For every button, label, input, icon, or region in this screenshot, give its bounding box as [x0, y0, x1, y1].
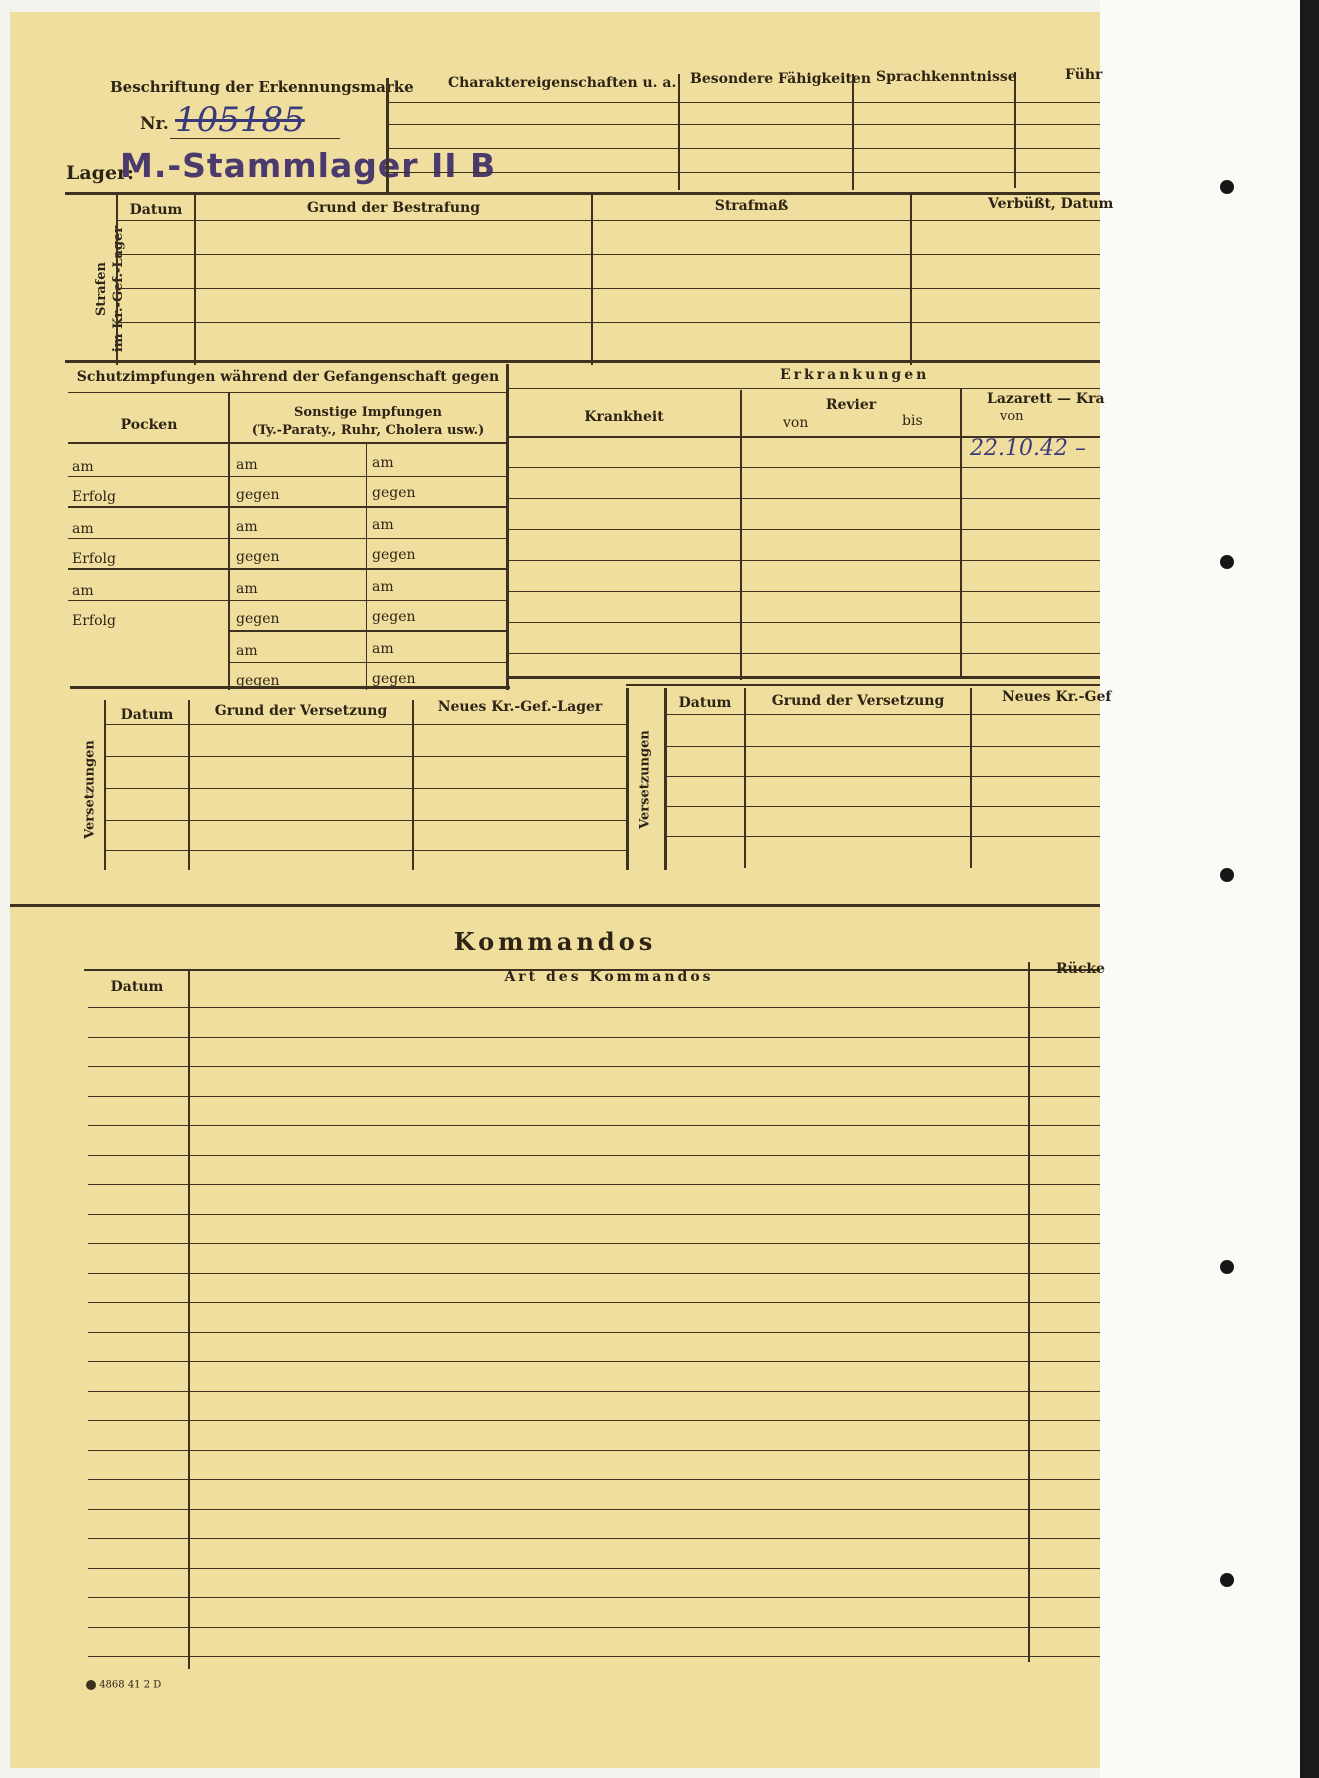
kommandos-row-line	[88, 1538, 1100, 1539]
col-sprachen: Sprachkenntnisse	[876, 69, 1017, 85]
sonstige-row: gegen	[236, 673, 280, 689]
binder-edge	[1300, 0, 1319, 1778]
kommandos-row-line	[88, 1332, 1100, 1333]
versetzungen-col-grund: Grund der Versetzung	[214, 703, 388, 719]
nr-underline	[170, 138, 340, 139]
versetzungen-col-datum-right: Datum	[678, 695, 732, 711]
print-code: 4868 41 2 D	[86, 1680, 161, 1691]
kommandos-row-line	[88, 1184, 1100, 1185]
erkrankungen-col-lazarett: Lazarett — Kra	[987, 391, 1105, 407]
kommandos-row-line	[88, 1302, 1100, 1303]
pocken-row: Erfolg	[72, 613, 116, 629]
record-card	[10, 12, 1114, 1768]
versetzungen-col-neues-right: Neues Kr.-Gef	[1002, 689, 1112, 705]
kommandos-row-line	[88, 1214, 1100, 1215]
impfungen-title: Schutzimpfungen während der Gefangenschaft gegen	[76, 369, 500, 385]
lazarett-entry-date: 22.10.42 –	[970, 436, 1086, 461]
sonstige-row: am	[236, 581, 258, 597]
pocken-row: am	[72, 521, 94, 537]
kommandos-row-line	[88, 1361, 1100, 1362]
pocken-row: am	[72, 459, 94, 475]
sonstige-row: gegen	[372, 485, 416, 501]
kommandos-row-line	[88, 1627, 1100, 1628]
versetzungen-side-label-left: Versetzungen	[82, 740, 98, 839]
nr-label: Nr.	[140, 114, 169, 134]
sonstige-row: am	[372, 641, 394, 657]
kommandos-row-line	[88, 1479, 1100, 1480]
print-mark-icon	[86, 1680, 96, 1690]
kommandos-col-art: Art des Kommandos	[504, 969, 714, 985]
kommandos-row-line	[88, 1037, 1100, 1038]
punch-hole	[1220, 1573, 1234, 1587]
kommandos-title: Kommandos	[453, 927, 657, 956]
pocken-row: Erfolg	[72, 489, 116, 505]
versetzungen-col-grund-right: Grund der Versetzung	[771, 693, 945, 709]
punch-hole	[1220, 180, 1234, 194]
versetzungen-col-neues: Neues Kr.-Gef.-Lager	[437, 699, 603, 715]
kommandos-row-line	[88, 1450, 1100, 1451]
erkrankungen-col-revier: Revier	[825, 397, 877, 413]
strafen-side-label: Strafen im Kr.-Gef.-Lager	[94, 225, 126, 353]
versetzungen-col-datum: Datum	[120, 707, 174, 723]
kommandos-row-line	[88, 1007, 1100, 1008]
sonstige-row: gegen	[236, 487, 280, 503]
revier-bis: bis	[902, 413, 923, 429]
col-faehigkeiten: Besondere Fähigkeiten	[690, 71, 872, 87]
kommandos-row-line	[88, 1155, 1100, 1156]
impfungen-col-pocken: Pocken	[120, 417, 178, 433]
lager-label: Lager:	[66, 162, 135, 184]
strafen-col-strafmass: Strafmaß	[714, 198, 789, 214]
sonstige-row: gegen	[372, 547, 416, 563]
versetzungen-side-label-right: Versetzungen	[637, 730, 653, 829]
kommandos-row-line	[88, 1066, 1100, 1067]
sonstige-row: am	[372, 455, 394, 471]
kommandos-row-line	[88, 1273, 1100, 1274]
sonstige-row: gegen	[236, 611, 280, 627]
revier-von: von	[783, 415, 809, 431]
kommandos-row-line	[88, 1243, 1100, 1244]
col-fuehrung: Führ	[1065, 67, 1103, 83]
sonstige-row: am	[236, 457, 258, 473]
erkrankungen-col-krankheit: Krankheit	[584, 409, 664, 425]
kommandos-row-line	[88, 1420, 1100, 1421]
sonstige-row: gegen	[372, 609, 416, 625]
kommandos-row-line	[88, 1096, 1100, 1097]
sonstige-row: am	[372, 579, 394, 595]
erkrankungen-title: Erkrankungen	[780, 367, 930, 383]
kommandos-row-line	[88, 1568, 1100, 1569]
punch-hole	[1220, 555, 1234, 569]
sonstige-row: am	[372, 517, 394, 533]
lazarett-von: von	[1000, 409, 1024, 424]
pocken-row: am	[72, 583, 94, 599]
kommandos-row-line	[88, 1391, 1100, 1392]
kommandos-row-line	[88, 1656, 1100, 1657]
kommandos-row-line	[88, 1125, 1100, 1126]
sonstige-row: am	[236, 519, 258, 535]
pocken-row: Erfolg	[72, 551, 116, 567]
lager-stamp: M.-Stammlager II B	[120, 146, 497, 185]
sonstige-row: gegen	[236, 549, 280, 565]
sonstige-row: am	[236, 643, 258, 659]
binder-strip	[1100, 0, 1319, 1778]
strafen-col-grund: Grund der Bestrafung	[306, 200, 480, 216]
punch-hole	[1220, 868, 1234, 882]
strafen-col-verbuesst: Verbüßt, Datum	[988, 196, 1114, 212]
punch-hole	[1220, 1260, 1234, 1274]
kommandos-col-rueckkehr: Rücke	[1056, 961, 1105, 977]
kommandos-col-datum: Datum	[110, 979, 164, 995]
kommandos-row-line	[88, 1509, 1100, 1510]
impfungen-col-sonstige: Sonstige Impfungen	[294, 405, 442, 420]
impfungen-col-sonstige-sub: (Ty.-Paraty., Ruhr, Cholera usw.)	[251, 423, 485, 438]
tag-label: Beschriftung der Erkennungsmarke	[110, 78, 414, 96]
strafen-col-datum: Datum	[129, 202, 183, 218]
nr-value: 105185	[175, 100, 305, 140]
sonstige-row: gegen	[372, 671, 416, 687]
col-charakter: Charaktereigenschaften u. a.	[448, 75, 677, 91]
kommandos-row-line	[88, 1597, 1100, 1598]
